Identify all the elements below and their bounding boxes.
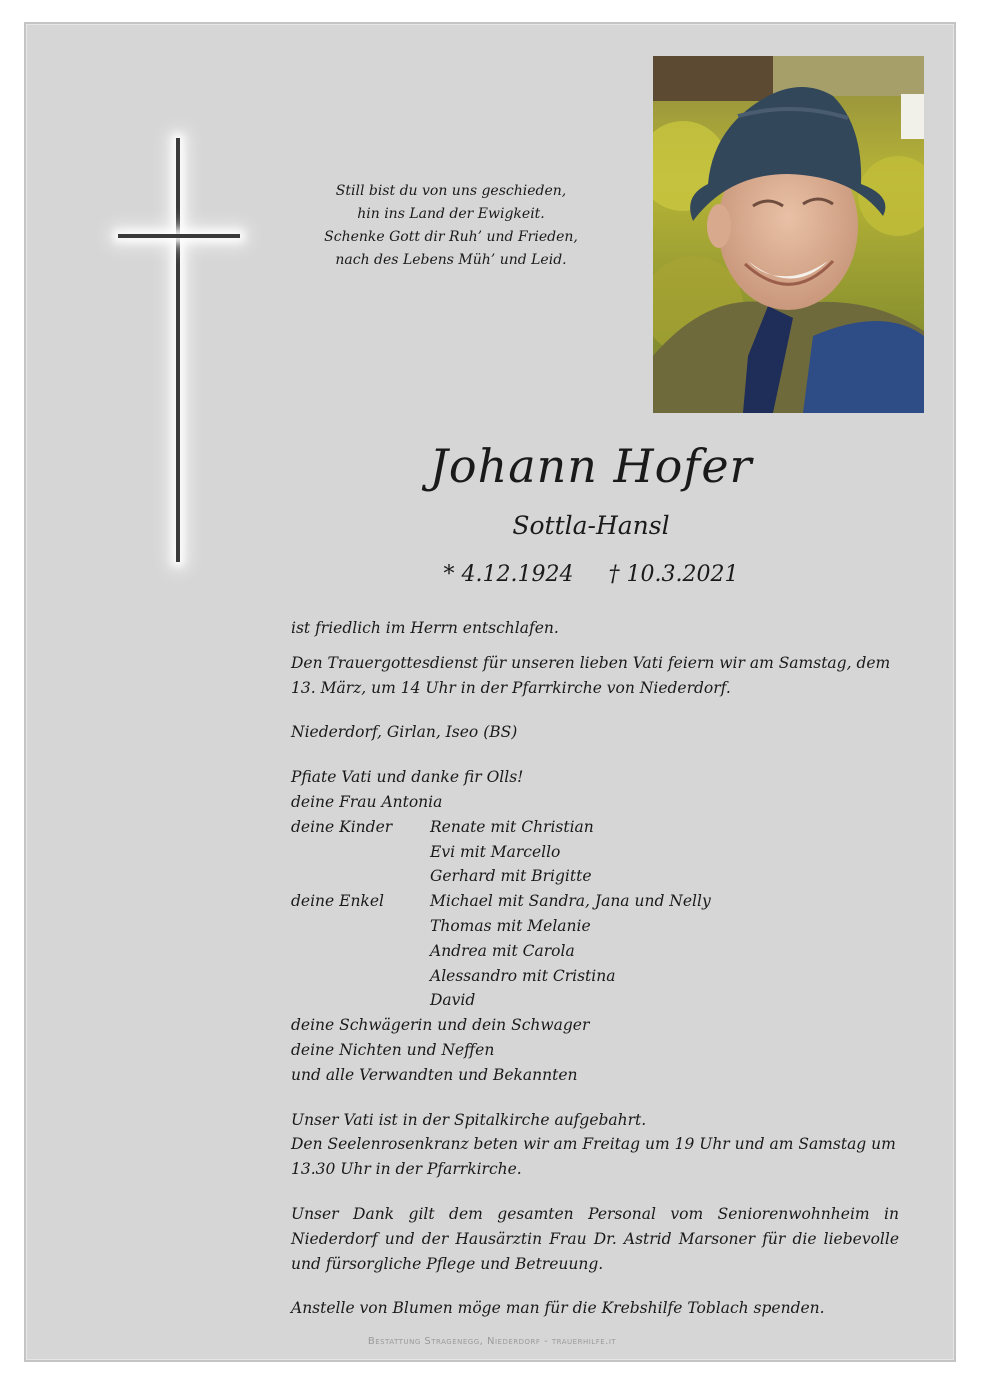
child-entry: Renate mit Christian (430, 817, 594, 836)
service-text: Den Trauergottesdienst für unseren lieben Vati feiern wir am Samstag, dem 13. März, um 14 Uhr in der Pfarrkirche von Niederdorf. (291, 653, 891, 697)
nieces-text: deine Nichten und Neffen (291, 1040, 495, 1059)
intro-text: ist friedlich im Herrn entschlafen. (291, 619, 559, 637)
family-row (291, 864, 899, 889)
verse-line: Schenke Gott dir Ruh’ und Frieden, (324, 229, 578, 245)
birth-date: * 4.12.1924 (443, 562, 574, 587)
family-row (291, 840, 899, 865)
rosary-text: Den Seelenrosenkranz beten wir am Freitag um 19 Uhr und am Samstag um 13.30 Uhr in der Pfarrkirche. (291, 1135, 896, 1179)
farewell-text: Pfiate Vati und danke fir Olls! (291, 768, 524, 787)
family-row (291, 914, 899, 939)
laid-out-text: Unser Vati ist in der Spitalkirche aufgebahrt. (291, 1110, 647, 1129)
obituary-text (291, 616, 899, 1321)
family-row (291, 964, 899, 989)
verse-line: Still bist du von uns geschieden, (335, 183, 567, 199)
grandchild-entry: Alessandro mit Cristina (430, 966, 616, 985)
wife-text: deine Frau Antonia (291, 792, 443, 811)
deceased-nickname: Sottla-Hansl (512, 511, 670, 540)
children-label: deine Kinder (291, 817, 393, 836)
child-entry: Gerhard mit Brigitte (430, 867, 592, 886)
family-row (291, 988, 899, 1013)
death-date: † 10.3.2021 (608, 562, 739, 587)
footer-credit: Bestattung Stragenegg, Niederdorf - trauerhilfe.it (367, 1336, 617, 1347)
obituary-card (24, 22, 956, 1362)
places-text: Niederdorf, Girlan, Iseo (BS) (291, 723, 518, 742)
grandchild-entry: Michael mit Sandra, Jana und Nelly (430, 892, 711, 911)
life-dates (266, 562, 916, 587)
in-laws-text: deine Schwägerin und dein Schwager (291, 1016, 590, 1035)
thanks-text: Unser Dank gilt dem gesamten Personal vom Seniorenwohnheim in Niederdorf und der Hausärztin Frau Dr. Astrid Marsoner für die liebevolle und fürsorgliche Pflege und Betreuung. (291, 1204, 899, 1273)
portrait-photo (653, 56, 924, 413)
grandchildren-label: deine Enkel (291, 892, 384, 911)
deceased-name: Johann Hofer (429, 439, 753, 493)
grandchild-entry: Thomas mit Melanie (430, 916, 591, 935)
family-row (291, 815, 899, 840)
verse-line: hin ins Land der Ewigkeit. (357, 206, 545, 222)
memorial-verse (296, 180, 606, 272)
relatives-text: und alle Verwandten und Bekannten (291, 1065, 578, 1084)
donation-text: Anstelle von Blumen möge man für die Krebshilfe Toblach spenden. (291, 1299, 825, 1318)
grandchild-entry: Andrea mit Carola (430, 941, 575, 960)
family-row (291, 939, 899, 964)
verse-line: nach des Lebens Müh’ und Leid. (335, 252, 567, 268)
child-entry: Evi mit Marcello (430, 842, 561, 861)
grandchild-entry: David (430, 991, 476, 1010)
family-row (291, 889, 899, 914)
